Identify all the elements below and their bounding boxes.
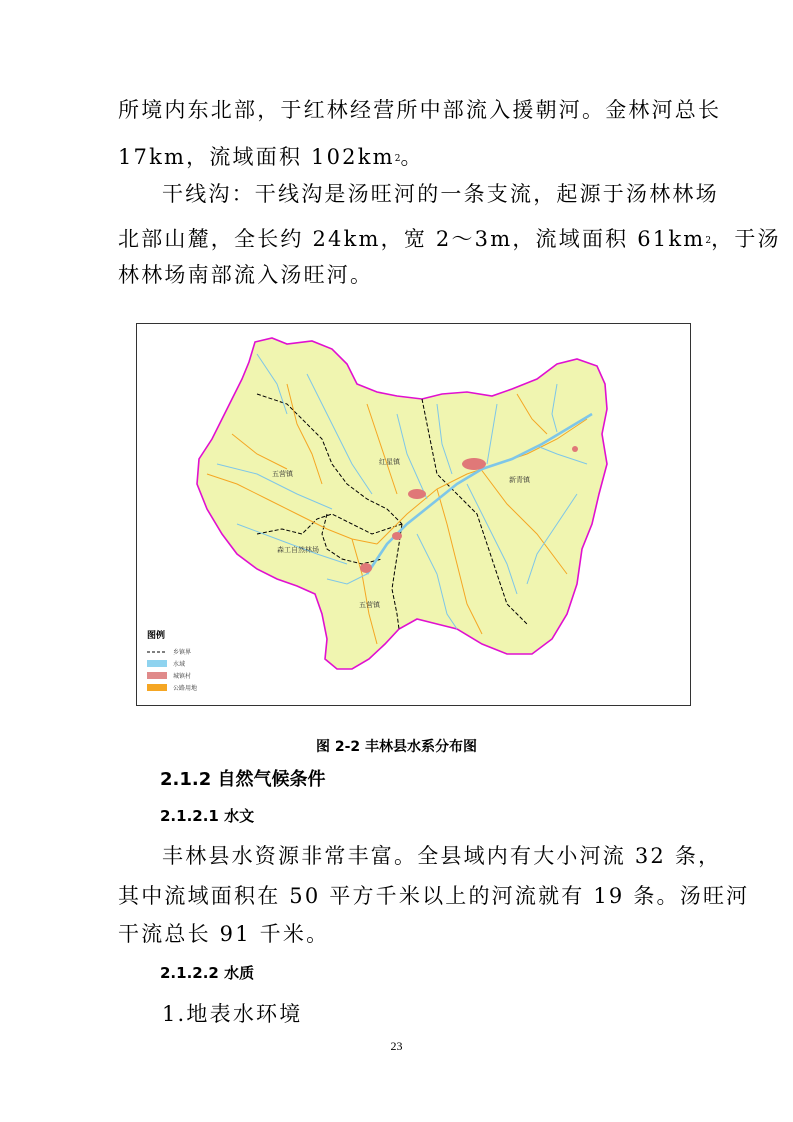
town-label: 新青镇: [509, 476, 530, 484]
paragraph-line: [118, 225, 781, 253]
superscript: 2: [705, 236, 712, 246]
text-run: 北部山麓，全长约 24km，宽 2～3m，流域面积 61km: [118, 227, 706, 251]
county-area: [197, 338, 607, 669]
legend-swatch-road: [147, 684, 167, 691]
subsection-heading: 2.1.2.1 水文: [160, 807, 255, 825]
paragraph-line: 林林场南部流入汤旺河。: [118, 263, 374, 287]
town-label: 森工自然林场: [277, 546, 319, 554]
legend-label: 公路用地: [173, 685, 198, 692]
town-label: 五营镇: [359, 601, 380, 609]
section-heading: 2.1.2 自然气候条件: [160, 769, 326, 790]
map-svg: [137, 324, 690, 705]
map-legend: [147, 629, 197, 692]
page-number: 23: [390, 1039, 403, 1053]
legend-label: 乡镇界: [173, 649, 192, 656]
water-system-map: [136, 323, 691, 706]
text-run: ，于汤: [711, 227, 781, 251]
text-run: 17km，流域面积 102km: [118, 145, 395, 169]
town-label: 五营镇: [272, 470, 293, 478]
subsection-heading: 2.1.2.2 水质: [160, 964, 255, 982]
paragraph-line: 其中流域面积在 50 平方千米以上的河流就有 19 条。汤旺河: [118, 884, 750, 908]
superscript: 2: [394, 154, 401, 164]
legend-swatch-settlement: [147, 672, 167, 679]
legend-label: 城镇村: [173, 673, 192, 680]
paragraph-line: 所境内东北部，于红林经营所中部流入援朝河。金林河总长: [118, 98, 722, 122]
town-label: 红星镇: [379, 458, 400, 466]
paragraph-line: 干线沟：干线沟是汤旺河的一条支流，起源于汤林林场: [162, 182, 719, 206]
paragraph-line: [118, 143, 678, 171]
paragraph-line: 丰林县水资源非常丰富。全县域内有大小河流 32 条，: [162, 844, 722, 868]
text-run: 。: [400, 145, 424, 169]
list-item: 1.地表水环境: [162, 1002, 303, 1026]
legend-swatch-water: [147, 660, 167, 667]
figure-caption: 图 2-2 丰林县水系分布图: [315, 739, 478, 755]
legend-title: 图例: [147, 631, 166, 641]
paragraph-line: 干流总长 91 千米。: [118, 922, 330, 946]
legend-label: 水域: [173, 661, 186, 668]
